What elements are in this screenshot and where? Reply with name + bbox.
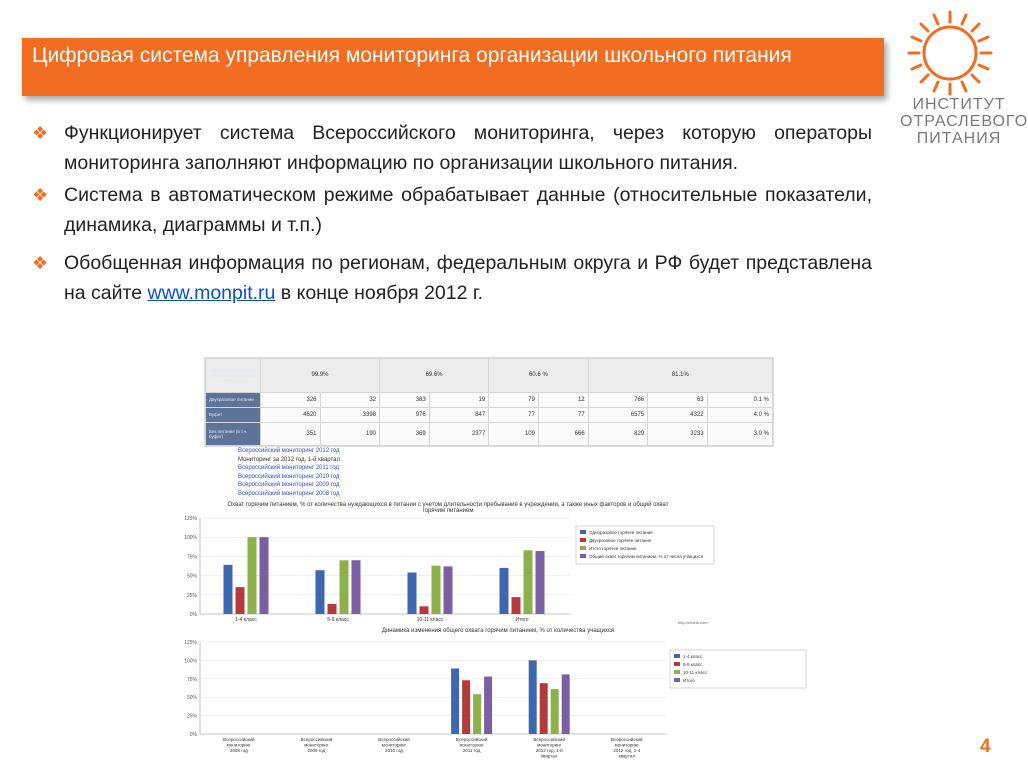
table-cell: 829 (588, 422, 648, 445)
bar (420, 606, 429, 614)
table-cell: 99.9% (261, 359, 380, 393)
x-tick-label: 5-9 класс (327, 617, 349, 623)
table-cell: 60.6 % (489, 359, 588, 393)
chart-dynamics-svg (178, 626, 818, 759)
legend-label: Двухразовое горячее питание (589, 538, 652, 543)
x-tick-label: Всероссийский (533, 737, 565, 742)
bar (462, 680, 470, 734)
table-cell: 12 (538, 392, 588, 407)
y-tick-label: 50% (186, 573, 197, 580)
x-tick-label: 2008 год (229, 748, 248, 753)
bullet-item (30, 248, 872, 308)
legend-swatch (674, 678, 680, 682)
table-cell: 383 (380, 392, 430, 407)
bullet-diamond-icon: ❖ (32, 253, 49, 273)
bullet-item (30, 180, 872, 240)
logo-line-2: ОТРАСЛЕВОГО (900, 113, 1028, 130)
x-tick-label: 2011 год (462, 748, 481, 753)
monitoring-link[interactable]: Всероссийский мониторинг 2009 год (238, 482, 340, 488)
table-row-header: Без питания (в т.ч. буфет) (206, 422, 261, 445)
bar (224, 565, 233, 614)
table-cell: 81.1% (588, 359, 772, 393)
y-tick-label: 100% (184, 535, 197, 542)
legend-swatch (580, 554, 586, 558)
x-tick-label: мониторинг (537, 742, 562, 748)
bar (352, 560, 361, 614)
x-tick-label: мониторинг (381, 742, 407, 748)
monitoring-link[interactable]: Всероссийский мониторинг 2012 год (238, 448, 340, 454)
table-cell: 4620 (261, 407, 321, 422)
monitoring-link[interactable]: Мониторинг за 2012 год, 1-й квартал (238, 456, 340, 463)
legend-label: 5-9 класс (683, 662, 703, 667)
table-cell: 2377 (429, 422, 489, 445)
y-tick-label: 50% (186, 695, 197, 702)
chart-coverage (178, 500, 738, 628)
slide-title-bar (22, 38, 884, 96)
bar (473, 694, 481, 734)
bar (408, 573, 417, 614)
bullet-list (30, 118, 872, 310)
bar (562, 674, 570, 734)
legend-label: Общий охват горячим питанием, % от числа учащихся (589, 554, 704, 559)
x-tick-label: квартал (541, 753, 558, 759)
bar (432, 566, 441, 614)
legend-swatch (674, 670, 680, 674)
x-tick-label: 10-11 класс (416, 617, 444, 623)
table-cell: 369 (380, 422, 430, 445)
logo-line-1: ИНСТИТУТ (912, 96, 1006, 113)
x-tick-label: Всероссийский (611, 737, 643, 742)
table-cell: 351 (261, 422, 321, 445)
y-tick-label: 125% (184, 640, 197, 646)
logo-text (900, 96, 1028, 147)
legend-swatch (580, 530, 586, 534)
legend-swatch (580, 546, 586, 550)
y-tick-label: 75% (186, 676, 197, 683)
chart-source: http://charts.com (678, 620, 708, 625)
legend-swatch (674, 662, 680, 666)
table-cell: 326 (261, 392, 321, 407)
table-cell: 976 (380, 407, 430, 422)
table-cell: 69.6% (380, 359, 489, 393)
legend-label: Итого (683, 678, 695, 683)
bar (260, 537, 269, 614)
bar (248, 537, 257, 614)
y-tick-label: 0% (189, 612, 197, 618)
table-cell: 3.0 % (707, 422, 772, 445)
bar (529, 660, 537, 734)
table-cell: 77 (538, 407, 588, 422)
bar (316, 570, 325, 614)
table-cell: 79 (489, 392, 539, 407)
x-tick-label: мониторинг (459, 742, 484, 748)
monitoring-link[interactable]: Всероссийский мониторинг 2010 год (238, 473, 340, 480)
table-cell: 6575 (588, 407, 648, 422)
x-tick-label: мониторинг (226, 742, 251, 748)
x-tick-label: Всероссийский (300, 737, 333, 742)
monitoring-table (204, 357, 774, 447)
institute-logo-icon (905, 8, 995, 98)
bullet-text: Функционирует система Всероссийского мониторинга, через которую операторы мониторинга заполняют информацию по организации школьного питания. (64, 122, 872, 174)
chart-dynamics (178, 626, 818, 759)
table-row (206, 392, 773, 407)
monitoring-links (238, 447, 340, 498)
x-tick-label: 1-4 класс (235, 617, 257, 623)
bullet-diamond-icon: ❖ (32, 185, 49, 205)
x-tick-label: Итого (515, 617, 529, 623)
bullet-item (30, 118, 872, 178)
x-tick-label: 2012 год, 1-й (535, 748, 563, 753)
chart-title: Динамика изменения общего охвата горячим питанием, % от количества учащихся (381, 628, 615, 634)
table-row-header: Двухразовое питание (206, 392, 261, 407)
bullet-text-pre: Обобщенная информация по регионам, федеральным округа и РФ будет представлена на сайте (64, 252, 872, 304)
x-tick-label: 2010 год (385, 748, 403, 753)
x-tick-label: Всероссийский (378, 737, 410, 742)
table-row-header: Буфет (206, 407, 261, 422)
x-tick-label: Всероссийский (455, 737, 488, 742)
bar (340, 560, 349, 614)
bar (444, 566, 453, 614)
table-cell: 63 (648, 392, 708, 407)
legend-label: 10-11 класс (683, 670, 708, 675)
x-tick-label: Всероссийский (223, 737, 255, 742)
x-tick-label: мониторинг (304, 742, 329, 748)
legend-label: 1-4 класс (683, 654, 703, 659)
y-tick-label: 25% (186, 713, 197, 720)
y-tick-label: 125% (184, 516, 197, 522)
table-cell: 32 (320, 392, 380, 407)
table-cell: 3398 (320, 407, 380, 422)
monpit-link[interactable]: www.monpit.ru (147, 282, 276, 304)
table-cell: 190 (320, 422, 380, 445)
table-cell: 847 (429, 407, 489, 422)
bar (451, 668, 459, 734)
y-tick-label: 25% (186, 592, 197, 599)
bar (512, 597, 521, 614)
x-tick-label: квартал (618, 753, 635, 759)
monitoring-link[interactable]: Всероссийский мониторинг 2011 год (238, 465, 340, 471)
bullet-diamond-icon: ❖ (32, 123, 49, 143)
table-cell: 666 (538, 422, 588, 445)
legend-label: Итого горячее питание (589, 546, 637, 551)
table-cell: 77 (489, 407, 539, 422)
bar (524, 550, 533, 614)
table-row (206, 422, 773, 445)
x-tick-label: 2009 год (307, 748, 326, 753)
bar (484, 677, 492, 734)
chart-coverage-svg (178, 500, 738, 628)
bar (536, 551, 545, 614)
table-cell: 109 (489, 422, 539, 445)
bar (236, 587, 245, 614)
y-tick-label: 0% (189, 732, 197, 738)
bullet-text: Система в автоматическом режиме обрабатывает данные (относительные показатели, динамика, диаграммы и т.п.) (64, 184, 872, 236)
y-tick-label: 100% (184, 658, 197, 665)
page-number: 4 (980, 736, 991, 757)
monitoring-link[interactable]: Всероссийский мониторинг 2008 год (238, 490, 340, 497)
bar (500, 568, 509, 614)
bullet-text-post: в конце ноября 2012 г. (275, 282, 484, 304)
table-cell: 4.0 % (707, 407, 772, 422)
table-cell: 3233 (648, 422, 708, 445)
table-cell: 4322 (648, 407, 708, 422)
bar (551, 689, 559, 734)
bar (328, 604, 337, 614)
x-tick-label: мониторинг (614, 742, 639, 748)
table-cell: 0.1 % (707, 392, 772, 407)
x-tick-label: 2012 год, 1-4 (613, 748, 641, 753)
bar (540, 683, 548, 734)
y-tick-label: 75% (186, 554, 197, 561)
table-row (206, 407, 773, 422)
legend-swatch (674, 654, 680, 658)
table-cell: 766 (588, 392, 648, 407)
legend-swatch (580, 538, 586, 542)
logo-line-3: ПИТАНИЯ (916, 130, 1002, 147)
table-row-header: Общий охват горячим питанием, % от числа учащихся (206, 359, 261, 393)
slide-title: Цифровая система управления мониторинга организации школьного питания (32, 44, 792, 67)
legend-label: Одноразовое горячее питание (589, 530, 653, 535)
chart-title: Охват горячим питанием, % от количества нуждающихся в питании с учетом длительности пребывания в учреждении, а также иных факторов и общий охват горячим питанием (227, 502, 669, 514)
table-row (206, 359, 773, 393)
table-cell: 19 (429, 392, 489, 407)
